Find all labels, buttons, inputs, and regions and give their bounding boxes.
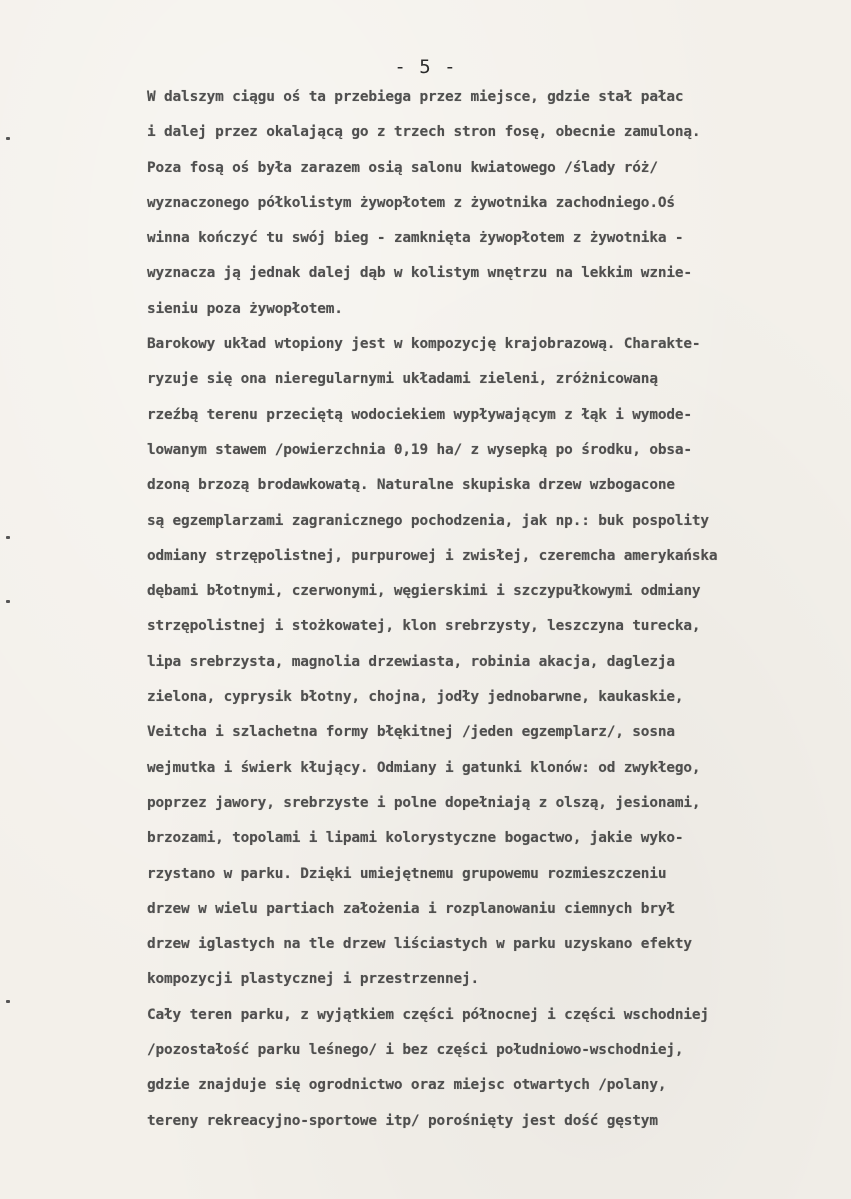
text-line: strzępolistnej i stożkowatej, klon srebrzysty, leszczyna turecka, <box>147 618 701 635</box>
text-line: zielona, cyprysik błotny, chojna, jodły jednobarwne, kaukaskie, <box>147 689 684 706</box>
text-line: /pozostałość parku leśnego/ i bez części południowo-wschodniej, <box>147 1042 684 1059</box>
text-line: i dalej przez okalającą go z trzech stron fosę, obecnie zamuloną. <box>147 124 701 141</box>
margin-mark <box>6 137 10 140</box>
text-line: rzeźbą terenu przeciętą wodociekiem wypływającym z łąk i wymode- <box>147 406 692 423</box>
text-line: rzystano w parku. Dzięki umiejętnemu grupowemu rozmieszczeniu <box>147 865 667 882</box>
text-line: poprzez jawory, srebrzyste i polne dopełniają z olszą, jesionami, <box>147 794 701 811</box>
text-line: gdzie znajduje się ogrodnictwo oraz miejsc otwartych /polany, <box>147 1077 667 1094</box>
text-line: są egzemplarzami zagranicznego pochodzenia, jak np.: buk pospolity <box>147 512 709 529</box>
text-line: wyznaczonego półkolistym żywopłotem z żywotnika zachodniego.Oś <box>147 194 675 211</box>
text-line: ryzuje się ona nieregularnymi układami zieleni, zróżnicowaną <box>147 371 658 388</box>
text-line: dębami błotnymi, czerwonymi, węgierskimi i szczypułkowymi odmiany <box>147 583 701 600</box>
text-line: winna kończyć tu swój bieg - zamknięta żywopłotem z żywotnika - <box>147 230 684 247</box>
text-line: Barokowy układ wtopiony jest w kompozycję krajobrazową. Charakte- <box>147 336 701 353</box>
text-line: drzew w wielu partiach założenia i rozplanowaniu ciemnych brył <box>147 900 675 917</box>
page-number: - 5 - <box>394 56 457 78</box>
margin-mark <box>6 1000 10 1003</box>
text-line: Veitcha i szlachetna formy błękitnej /jeden egzemplarz/, sosna <box>147 724 675 741</box>
text-line: wejmutka i świerk kłujący. Odmiany i gatunki klonów: od zwykłego, <box>147 759 701 776</box>
text-line: W dalszym ciągu oś ta przebiega przez miejsce, gdzie stał pałac <box>147 89 684 105</box>
text-line: brzozami, topolami i lipami kolorystyczne bogactwo, jakie wyko- <box>147 830 684 847</box>
text-line: Cały teren parku, z wyjątkiem części północnej i części wschodniej <box>147 1006 709 1023</box>
margin-mark <box>6 600 10 603</box>
text-line: dzoną brzozą brodawkowatą. Naturalne skupiska drzew wzbogacone <box>147 477 675 494</box>
text-line: odmiany strzępolistnej, purpurowej i zwisłej, czeremcha amerykańska <box>147 547 718 564</box>
margin-mark <box>6 536 10 539</box>
text-line: wyznacza ją jednak dalej dąb w kolistym wnętrzu na lekkim wznie- <box>147 265 692 282</box>
body-text <box>147 80 847 1139</box>
text-line: drzew iglastych na tle drzew liściastych w parku uzyskano efekty <box>147 936 692 953</box>
text-line: lowanym stawem /powierzchnia 0,19 ha/ z wysepką po środku, obsa- <box>147 441 692 458</box>
text-line: lipa srebrzysta, magnolia drzewiasta, robinia akacja, daglezja <box>147 653 675 670</box>
text-line: sieniu poza żywopłotem. <box>147 300 343 317</box>
text-line: tereny rekreacyjno-sportowe itp/ porośnięty jest dość gęstym <box>147 1112 658 1129</box>
text-line: kompozycji plastycznej i przestrzennej. <box>147 971 480 988</box>
text-line: Poza fosą oś była zarazem osią salonu kwiatowego /ślady róż/ <box>147 159 658 176</box>
